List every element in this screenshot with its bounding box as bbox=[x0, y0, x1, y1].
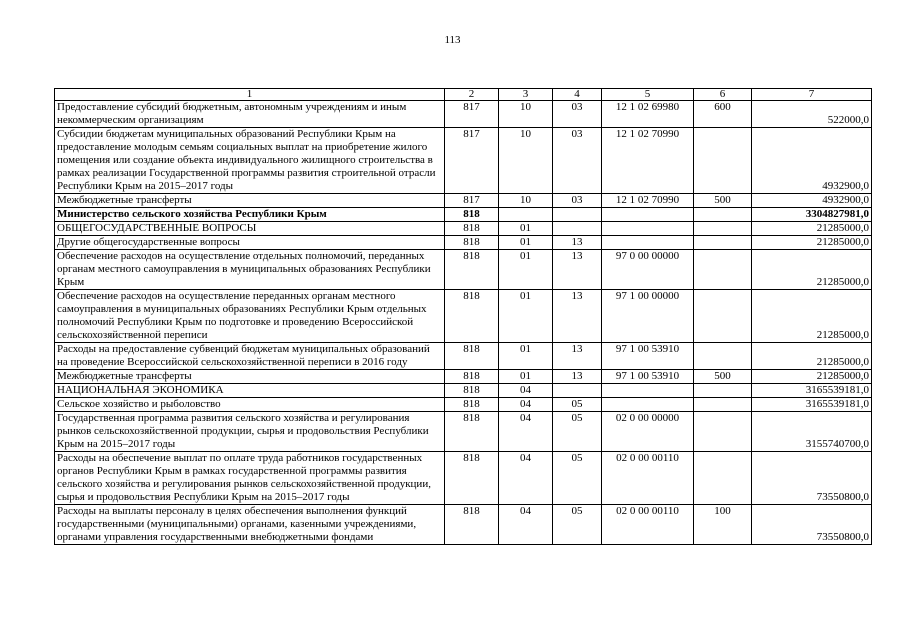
expense-type-cell: 500 bbox=[694, 370, 752, 384]
row-name-cell: Межбюджетные трансферты bbox=[55, 370, 445, 384]
subsection-code-cell: 05 bbox=[553, 505, 602, 545]
table-row bbox=[55, 398, 872, 412]
table-row bbox=[55, 370, 872, 384]
expense-type-cell bbox=[694, 222, 752, 236]
expense-type-cell bbox=[694, 384, 752, 398]
chapter-code-cell: 01 bbox=[499, 343, 553, 370]
target-article-cell: 12 1 02 70990 bbox=[602, 194, 694, 208]
target-article-cell bbox=[602, 222, 694, 236]
section-code-cell: 817 bbox=[445, 194, 499, 208]
expense-type-cell bbox=[694, 398, 752, 412]
header-cell: 4 bbox=[553, 89, 602, 101]
subsection-code-cell: 13 bbox=[553, 250, 602, 290]
chapter-code-cell: 04 bbox=[499, 384, 553, 398]
chapter-code-cell: 10 bbox=[499, 128, 553, 194]
subsection-code-cell: 03 bbox=[553, 128, 602, 194]
section-code-cell: 818 bbox=[445, 290, 499, 343]
subsection-code-cell bbox=[553, 384, 602, 398]
table-row bbox=[55, 452, 872, 505]
row-name-cell: Обеспечение расходов на осуществление переданных органам местного самоуправления в муниципальных образованиях Республики Крым отдельных полномочий Республики Крым по подготовке и проведению Всероссийской сельскохозяйственной переписи bbox=[55, 290, 445, 343]
subsection-code-cell: 13 bbox=[553, 236, 602, 250]
table-row bbox=[55, 343, 872, 370]
section-code-cell: 818 bbox=[445, 452, 499, 505]
section-code-cell: 818 bbox=[445, 236, 499, 250]
expense-type-cell bbox=[694, 452, 752, 505]
target-article-cell bbox=[602, 384, 694, 398]
chapter-code-cell bbox=[499, 208, 553, 222]
target-article-cell: 02 0 00 00000 bbox=[602, 412, 694, 452]
row-name-cell: Расходы на выплаты персоналу в целях обеспечения выполнения функций государственными (муниципальными) органами, казенными учреждениями, органами управления государственными внебюджетными фондами bbox=[55, 505, 445, 545]
target-article-cell: 97 1 00 53910 bbox=[602, 370, 694, 384]
table-row bbox=[55, 505, 872, 545]
chapter-code-cell: 01 bbox=[499, 250, 553, 290]
expense-type-cell: 100 bbox=[694, 505, 752, 545]
subsection-code-cell: 03 bbox=[553, 194, 602, 208]
subsection-code-cell: 05 bbox=[553, 452, 602, 505]
amount-cell: 3165539181,0 bbox=[752, 384, 872, 398]
target-article-cell: 97 1 00 00000 bbox=[602, 290, 694, 343]
amount-cell: 3155740700,0 bbox=[752, 412, 872, 452]
target-article-cell: 97 0 00 00000 bbox=[602, 250, 694, 290]
expense-type-cell bbox=[694, 128, 752, 194]
section-code-cell: 818 bbox=[445, 370, 499, 384]
row-name-cell: Обеспечение расходов на осуществление отдельных полномочий, переданных органам местного самоуправления в муниципальных образованиях Республики Крым bbox=[55, 250, 445, 290]
target-article-cell bbox=[602, 208, 694, 222]
amount-cell: 3304827981,0 bbox=[752, 208, 872, 222]
amount-cell: 21285000,0 bbox=[752, 222, 872, 236]
section-code-cell: 818 bbox=[445, 222, 499, 236]
section-code-cell: 818 bbox=[445, 208, 499, 222]
row-name-cell: Расходы на обеспечение выплат по оплате труда работников государственных органов Республики Крым в рамках государственной программы развития сельского хозяйства и регулирования рынков сельскохозяйственной продукции, сырья и продовольствия Республики Крым на 2015–2017 годы bbox=[55, 452, 445, 505]
header-cell: 1 bbox=[55, 89, 445, 101]
expense-type-cell: 600 bbox=[694, 101, 752, 128]
amount-cell: 73550800,0 bbox=[752, 452, 872, 505]
subsection-code-cell: 03 bbox=[553, 101, 602, 128]
row-name-cell: Расходы на предоставление субвенций бюджетам муниципальных образований на проведение Всероссийской сельскохозяйственной переписи в 2016 году bbox=[55, 343, 445, 370]
subsection-code-cell: 13 bbox=[553, 370, 602, 384]
chapter-code-cell: 10 bbox=[499, 101, 553, 128]
expense-type-cell bbox=[694, 236, 752, 250]
row-name-cell: Предоставление субсидий бюджетным, автономным учреждениям и иным некоммерческим организациям bbox=[55, 101, 445, 128]
chapter-code-cell: 10 bbox=[499, 194, 553, 208]
chapter-code-cell: 01 bbox=[499, 370, 553, 384]
section-code-cell: 818 bbox=[445, 384, 499, 398]
target-article-cell: 02 0 00 00110 bbox=[602, 452, 694, 505]
chapter-code-cell: 04 bbox=[499, 452, 553, 505]
subsection-code-cell bbox=[553, 222, 602, 236]
chapter-code-cell: 01 bbox=[499, 236, 553, 250]
expense-type-cell: 500 bbox=[694, 194, 752, 208]
amount-cell: 21285000,0 bbox=[752, 290, 872, 343]
row-name-cell: Субсидии бюджетам муниципальных образований Республики Крым на предоставление молодым семьям социальных выплат на приобретение жилого помещения или создание объекта индивидуального жилищного строительства в рамках реализации Государственной программы развития строительной отрасли Республики Крым на 2015–2017 годы bbox=[55, 128, 445, 194]
table-row bbox=[55, 128, 872, 194]
subsection-code-cell: 05 bbox=[553, 412, 602, 452]
row-name-cell: Министерство сельского хозяйства Республики Крым bbox=[55, 208, 445, 222]
section-code-cell: 818 bbox=[445, 398, 499, 412]
amount-cell: 21285000,0 bbox=[752, 370, 872, 384]
table-row bbox=[55, 222, 872, 236]
table-row bbox=[55, 250, 872, 290]
row-name-cell: Государственная программа развития сельского хозяйства и регулирования рынков сельскохозяйственной продукции, сырья и продовольствия Республики Крым на 2015–2017 годы bbox=[55, 412, 445, 452]
row-name-cell: ОБЩЕГОСУДАРСТВЕННЫЕ ВОПРОСЫ bbox=[55, 222, 445, 236]
target-article-cell bbox=[602, 398, 694, 412]
section-code-cell: 818 bbox=[445, 505, 499, 545]
section-code-cell: 817 bbox=[445, 128, 499, 194]
chapter-code-cell: 01 bbox=[499, 222, 553, 236]
amount-cell: 4932900,0 bbox=[752, 128, 872, 194]
section-code-cell: 818 bbox=[445, 343, 499, 370]
header-cell: 6 bbox=[694, 89, 752, 101]
chapter-code-cell: 04 bbox=[499, 505, 553, 545]
row-name-cell: Другие общегосударственные вопросы bbox=[55, 236, 445, 250]
amount-cell: 21285000,0 bbox=[752, 343, 872, 370]
target-article-cell bbox=[602, 236, 694, 250]
header-cell: 3 bbox=[499, 89, 553, 101]
section-code-cell: 818 bbox=[445, 250, 499, 290]
amount-cell: 21285000,0 bbox=[752, 236, 872, 250]
subsection-code-cell: 13 bbox=[553, 290, 602, 343]
subsection-code-cell bbox=[553, 208, 602, 222]
target-article-cell: 12 1 02 69980 bbox=[602, 101, 694, 128]
amount-cell: 3165539181,0 bbox=[752, 398, 872, 412]
budget-table bbox=[54, 88, 872, 545]
table-row bbox=[55, 194, 872, 208]
header-cell: 5 bbox=[602, 89, 694, 101]
chapter-code-cell: 04 bbox=[499, 398, 553, 412]
section-code-cell: 818 bbox=[445, 412, 499, 452]
amount-cell: 21285000,0 bbox=[752, 250, 872, 290]
row-name-cell: Сельское хозяйство и рыболовство bbox=[55, 398, 445, 412]
subsection-code-cell: 05 bbox=[553, 398, 602, 412]
target-article-cell: 02 0 00 00110 bbox=[602, 505, 694, 545]
page-number: 113 bbox=[444, 34, 461, 46]
target-article-cell: 97 1 00 53910 bbox=[602, 343, 694, 370]
target-article-cell: 12 1 02 70990 bbox=[602, 128, 694, 194]
amount-cell: 522000,0 bbox=[752, 101, 872, 128]
amount-cell: 73550800,0 bbox=[752, 505, 872, 545]
row-name-cell: Межбюджетные трансферты bbox=[55, 194, 445, 208]
expense-type-cell bbox=[694, 343, 752, 370]
header-cell: 2 bbox=[445, 89, 499, 101]
table-header-row bbox=[55, 89, 872, 101]
amount-cell: 4932900,0 bbox=[752, 194, 872, 208]
chapter-code-cell: 04 bbox=[499, 412, 553, 452]
table-row bbox=[55, 412, 872, 452]
expense-type-cell bbox=[694, 412, 752, 452]
table-row bbox=[55, 290, 872, 343]
header-cell: 7 bbox=[752, 89, 872, 101]
row-name-cell: НАЦИОНАЛЬНАЯ ЭКОНОМИКА bbox=[55, 384, 445, 398]
expense-type-cell bbox=[694, 208, 752, 222]
chapter-code-cell: 01 bbox=[499, 290, 553, 343]
table-row bbox=[55, 384, 872, 398]
expense-type-cell bbox=[694, 290, 752, 343]
subsection-code-cell: 13 bbox=[553, 343, 602, 370]
table-row bbox=[55, 208, 872, 222]
expense-type-cell bbox=[694, 250, 752, 290]
section-code-cell: 817 bbox=[445, 101, 499, 128]
table-row bbox=[55, 236, 872, 250]
table-row bbox=[55, 101, 872, 128]
